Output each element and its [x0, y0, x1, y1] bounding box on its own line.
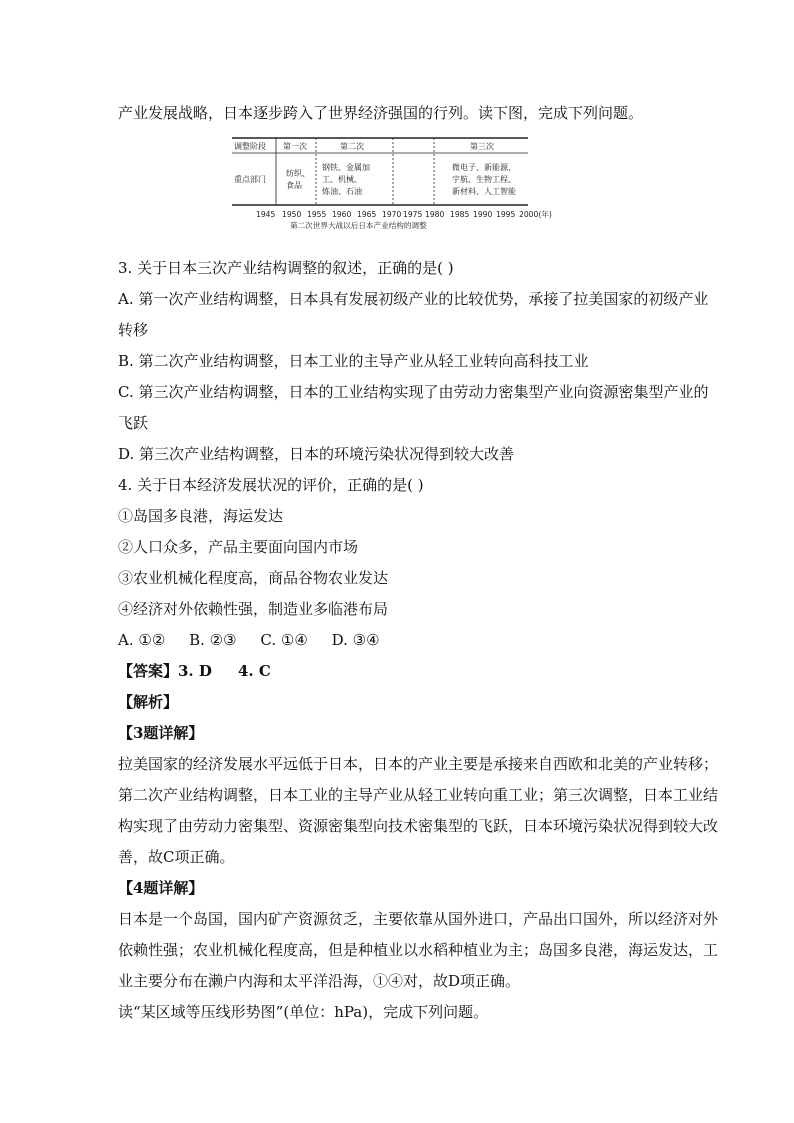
- year-label: 1995: [496, 210, 516, 219]
- q4-options: A. ①② B. ②③ C. ①④ D. ③④: [118, 631, 380, 649]
- year-label: 1965: [357, 210, 377, 219]
- q4-detail-text: 业主要分布在濑户内海和太平洋沿海，①④对，故D项正确。: [118, 972, 521, 990]
- year-label: 1970: [382, 210, 402, 219]
- q3-option-d: D. 第三次产业结构调整，日本的环境污染状况得到较大改善: [118, 445, 515, 463]
- year-label: 1980: [425, 210, 445, 219]
- stage-3-item: 宇航、生物工程、: [452, 175, 516, 184]
- q3-detail-text: 构实现了由劳动力密集型、资源密集型向技术密集型的飞跃，日本环境污染状况得到较大改: [118, 817, 719, 835]
- year-label: 1950: [282, 210, 302, 219]
- year-label: 1955: [307, 210, 327, 219]
- year-label: 1960: [332, 210, 352, 219]
- q4-detail-text: 依赖性强；农业机械化程度高，但是种植业以水稻种植业为主；岛国多良港，海运发达，工: [118, 941, 719, 959]
- q3-detail-text: 拉美国家的经济发展水平远低于日本，日本的产业主要是承接来自西欧和北美的产业转移；: [118, 755, 719, 773]
- q3-option-b: B. 第二次产业结构调整，日本工业的主导产业从轻工业转向高科技工业: [118, 352, 589, 370]
- stage-2-label: 第二次: [340, 142, 364, 151]
- q3-detail-text: 善，故C项正确。: [118, 848, 235, 866]
- next-question-intro: 读“某区域等压线形势图”(单位：hPa)，完成下列问题。: [118, 1003, 489, 1021]
- year-label: 1990: [473, 210, 493, 219]
- q4-detail-text: 日本是一个岛国，国内矿产资源贫乏，主要依靠从国外进口，产品出口国外，所以经济对外: [118, 910, 719, 928]
- q3-option-a: A. 第一次产业结构调整，日本具有发展初级产业的比较优势，承接了拉美国家的初级产业: [118, 290, 709, 308]
- stage-3-item: 新材料、人工智能: [452, 187, 516, 196]
- stage-1-label: 第一次: [283, 142, 307, 151]
- q4-statement-4: ④经济对外依赖性强，制造业多临港布局: [118, 600, 389, 618]
- stage-2-item: 钢铁、金属加: [322, 163, 370, 172]
- row-label: 重点部门: [234, 175, 266, 184]
- stage-1-item: 食品: [286, 181, 302, 190]
- q4-stem: 4. 关于日本经济发展状况的评价，正确的是( ): [118, 476, 424, 494]
- q3-option-a-cont: 转移: [118, 321, 149, 339]
- stage-2-item: 炼油、石油: [322, 187, 362, 196]
- q4-statement-3: ③农业机械化程度高，商品谷物农业发达: [118, 569, 389, 587]
- intro-text: 产业发展战略，日本逐步跨入了世界经济强国的行列。读下图，完成下列问题。: [118, 104, 644, 122]
- q4-detail-label: 【4题详解】: [118, 879, 204, 897]
- answer-line: 【答案】3. D 4. C: [118, 662, 271, 680]
- q3-detail-label: 【3题详解】: [118, 724, 204, 742]
- year-label: 1945: [256, 210, 276, 219]
- q3-option-c-cont: 飞跃: [118, 414, 149, 432]
- q4-statement-1: ①岛国多良港，海运发达: [118, 507, 284, 525]
- q4-statement-2: ②人口众多，产品主要面向国内市场: [118, 538, 359, 556]
- industry-structure-figure: [230, 132, 560, 234]
- stage-1-item: 纺织、: [286, 169, 310, 178]
- stage-3-item: 微电子、新能源、: [452, 163, 516, 172]
- header-label: 调整阶段: [234, 142, 266, 151]
- analysis-label: 【解析】: [118, 693, 179, 711]
- figure-caption: 第二次世界大战以后日本产业结构的调整: [290, 221, 427, 230]
- year-label: 1985: [450, 210, 470, 219]
- stage-3-label: 第三次: [470, 142, 494, 151]
- q3-detail-text: 第二次产业结构调整，日本工业的主导产业从轻工业转向重工业；第三次调整，日本工业结: [118, 786, 719, 804]
- year-label: 1975: [403, 210, 423, 219]
- year-label: 2000(年): [519, 210, 552, 219]
- q3-option-c: C. 第三次产业结构调整，日本的工业结构实现了由劳动力密集型产业向资源密集型产业的: [118, 383, 709, 401]
- industry-structure-table: [230, 132, 560, 234]
- stage-2-item: 工、机械、: [322, 175, 362, 184]
- q3-stem: 3. 关于日本三次产业结构调整的叙述，正确的是( ): [118, 259, 454, 277]
